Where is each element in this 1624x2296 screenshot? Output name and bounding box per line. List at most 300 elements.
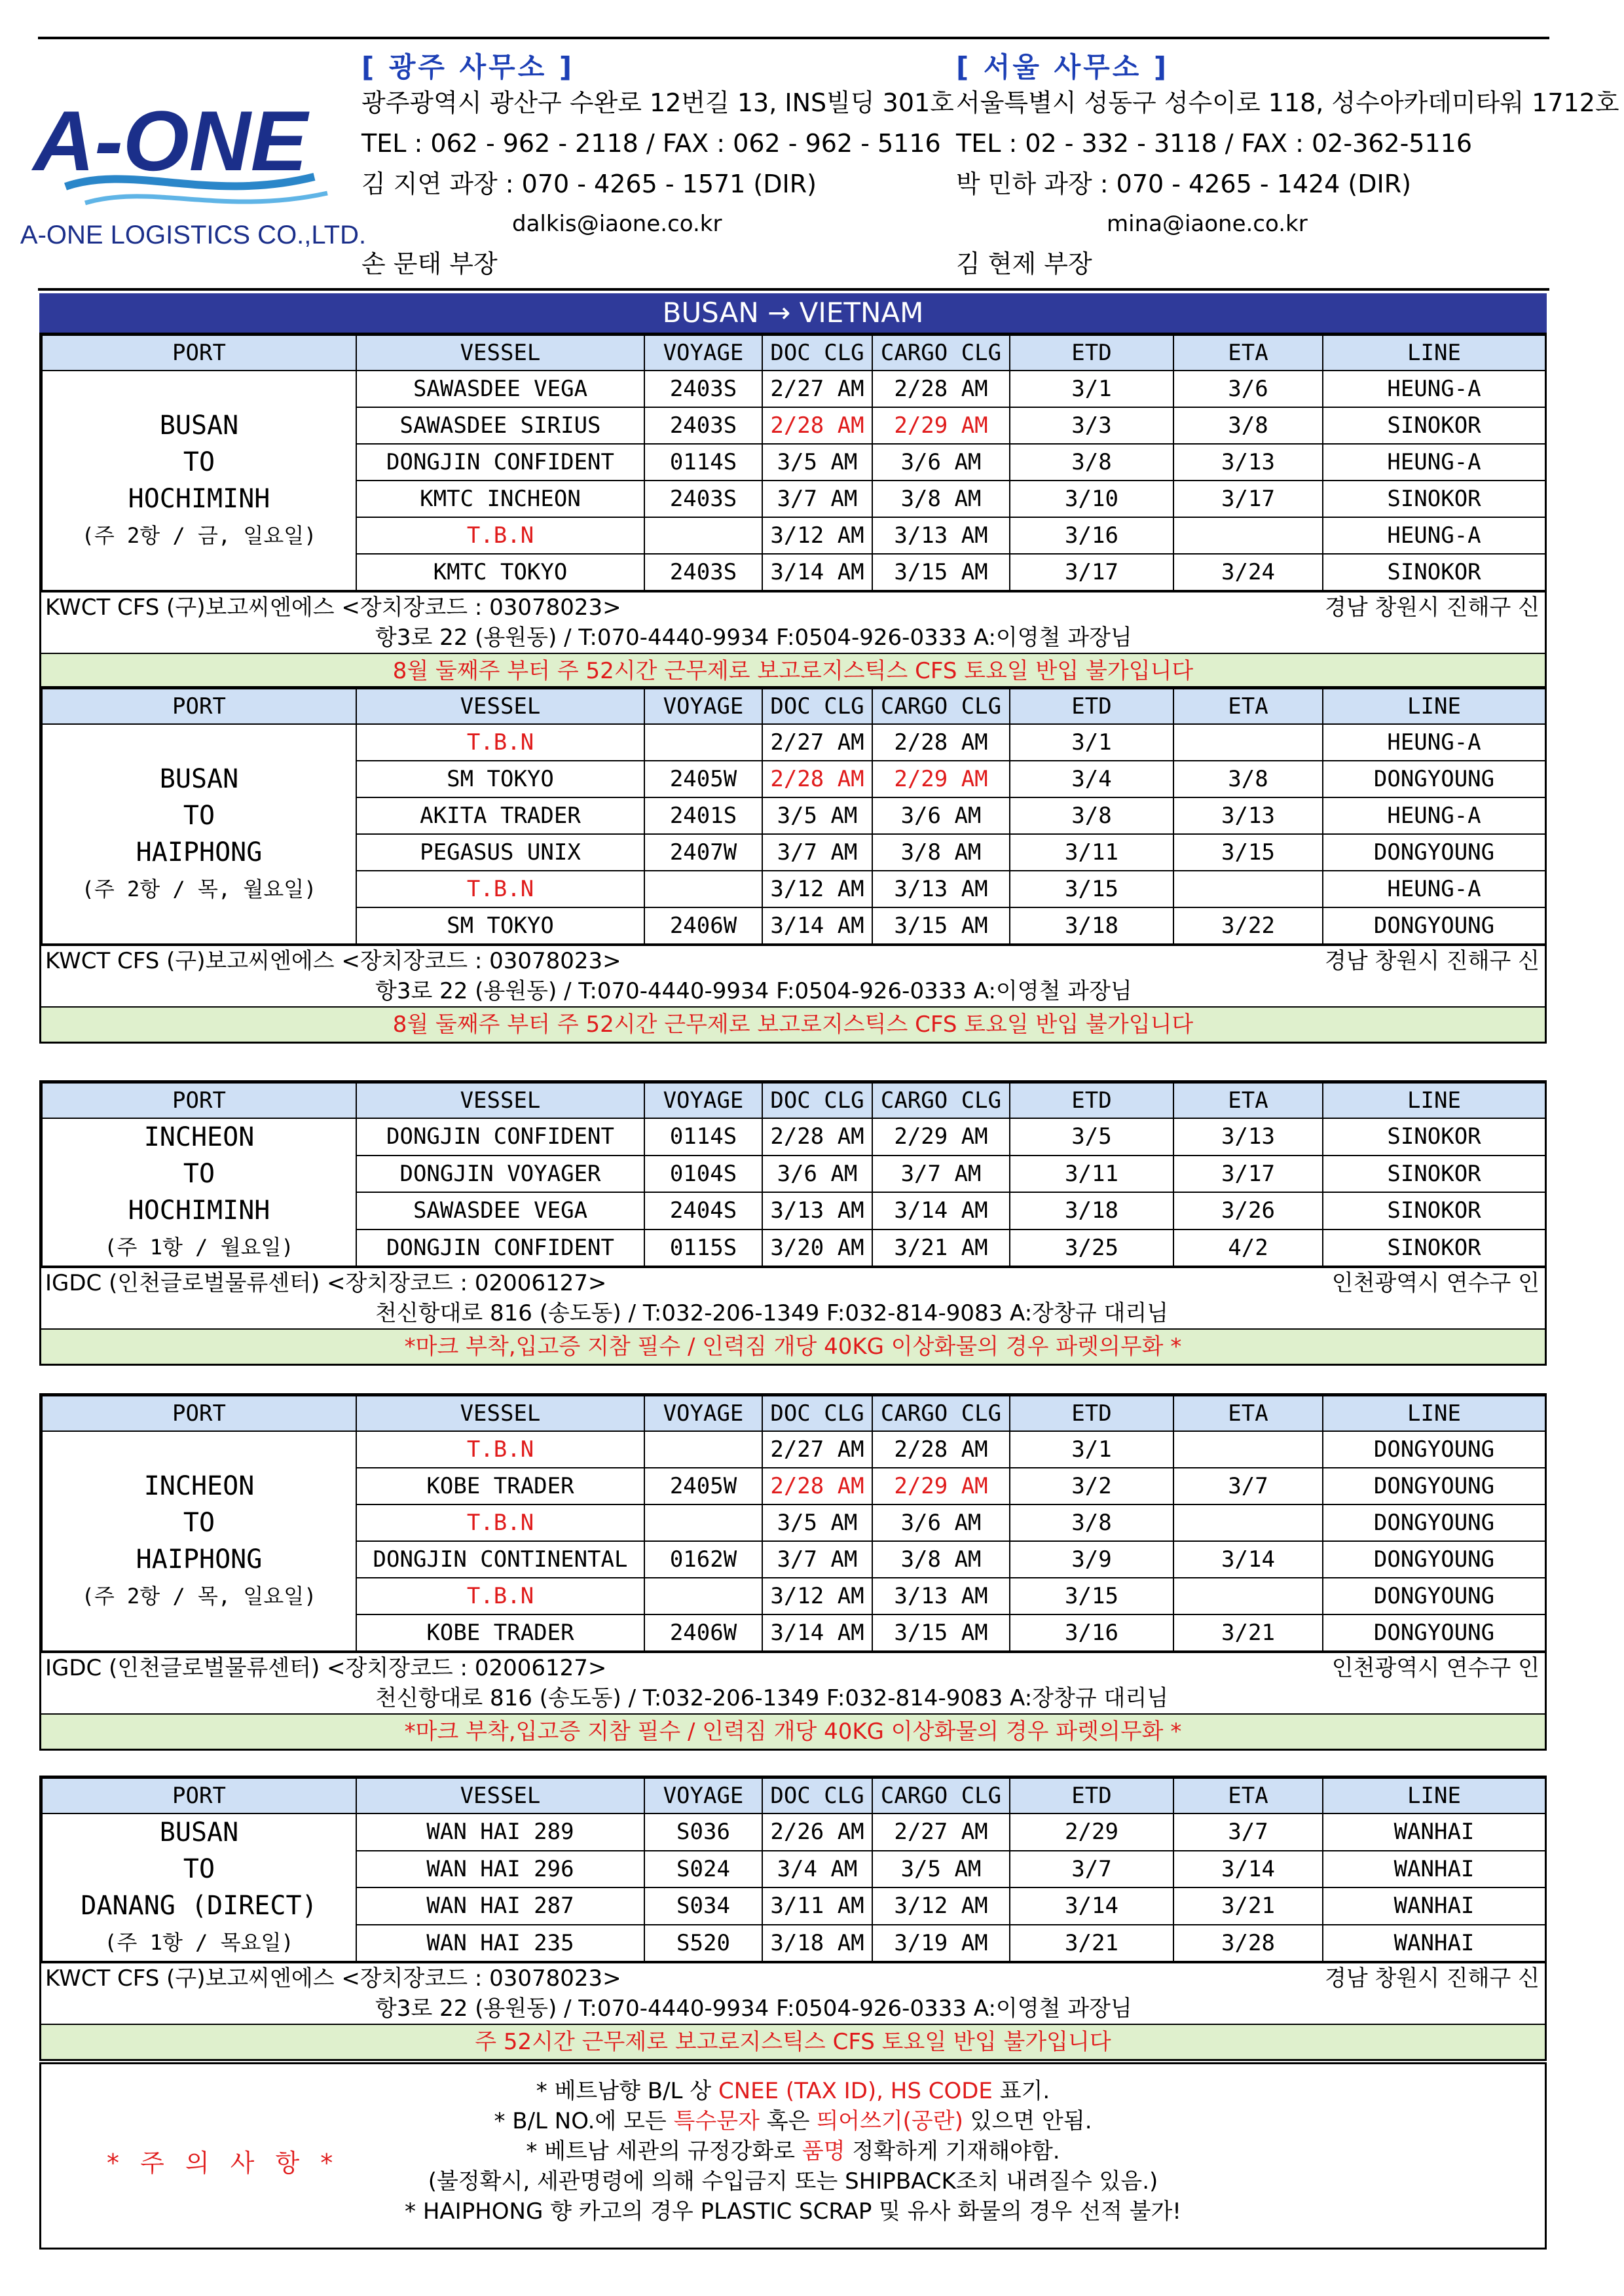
- table-cell: 3/11: [1010, 834, 1173, 871]
- table-cell: DONGYOUNG: [1323, 1504, 1545, 1541]
- table-cell: [644, 1431, 762, 1468]
- caution-line: [41, 2136, 1545, 2166]
- port-name: HAIPHONG: [136, 1544, 263, 1575]
- port-name: HOCHIMINH: [128, 484, 270, 514]
- caution-highlight: 품명: [802, 2138, 845, 2164]
- column-header: VESSEL: [356, 335, 644, 371]
- column-header: LINE: [1323, 1083, 1545, 1118]
- column-header: LINE: [1323, 1396, 1545, 1431]
- cfs-name: IGDC (인천글로벌물류센터) <장치장코드 : 02006127>: [45, 1655, 607, 1681]
- schedule-section: [39, 1080, 1547, 1366]
- table-cell: 0114S: [644, 1118, 762, 1156]
- table-row: [42, 1118, 1545, 1156]
- port-name: TO: [183, 1159, 215, 1189]
- table-cell: 0115S: [644, 1230, 762, 1267]
- table-cell: 2/27 AM: [762, 371, 872, 407]
- schedule-table: [41, 1395, 1546, 1652]
- table-cell: 3/7 AM: [762, 481, 872, 517]
- column-header: VOYAGE: [644, 1083, 762, 1118]
- table-cell: DONGYOUNG: [1323, 1541, 1545, 1578]
- column-header: DOC CLG: [762, 1396, 872, 1431]
- column-header: CARGO CLG: [872, 1083, 1010, 1118]
- table-cell: 2404S: [644, 1192, 762, 1230]
- cfs-address-contact: 천신항대로 816 (송도동) / T:032-206-1349 F:032-814-9083 A:장창규 대리님: [375, 1300, 1169, 1326]
- column-header: PORT: [42, 689, 356, 724]
- table-cell: HEUNG-A: [1323, 797, 1545, 834]
- table-cell: 3/15: [1010, 1578, 1173, 1614]
- table-cell: 3/8 AM: [872, 481, 1010, 517]
- section-notice: 8월 둘째주 부터 주 52시간 근무제로 보고로지스틱스 CFS 토요일 반입 불가입니다: [41, 653, 1545, 688]
- column-header: LINE: [1323, 1778, 1545, 1813]
- cfs-name: KWCT CFS (구)보고씨엔에스 <장치장코드 : 03078023>: [45, 594, 621, 621]
- header-rule: [38, 288, 1549, 291]
- table-cell: 3/21: [1173, 1614, 1323, 1651]
- table-cell: [1173, 871, 1323, 907]
- table-cell: [644, 1504, 762, 1541]
- table-cell: HEUNG-A: [1323, 517, 1545, 554]
- column-header: DOC CLG: [762, 1778, 872, 1813]
- table-cell: 0114S: [644, 444, 762, 481]
- table-header-row: [42, 335, 1545, 371]
- table-cell: S036: [644, 1813, 762, 1851]
- port-name: BUSAN: [159, 1817, 239, 1848]
- column-header: VESSEL: [356, 1083, 644, 1118]
- table-cell: 3/7 AM: [762, 834, 872, 871]
- port-frequency: (주 2항 / 목, 월요일): [81, 877, 317, 902]
- table-cell: 3/22: [1173, 907, 1323, 944]
- caution-text: 표기.: [992, 2078, 1050, 2104]
- port-frequency: (주 2항 / 목, 일요일): [81, 1584, 317, 1609]
- table-cell: 2/29 AM: [872, 407, 1010, 444]
- table-cell: T.B.N: [356, 1578, 644, 1614]
- table-cell: 2405W: [644, 761, 762, 797]
- port-frequency: (주 2항 / 금, 일요일): [81, 523, 317, 548]
- table-cell: 3/14: [1010, 1887, 1173, 1925]
- caution-line: [41, 2106, 1545, 2136]
- table-row: [42, 724, 1545, 761]
- table-cell: 3/17: [1173, 481, 1323, 517]
- seoul-tel: TEL : 02 - 332 - 3118 / FAX : 02-362-5116: [956, 129, 1473, 158]
- table-cell: 0104S: [644, 1156, 762, 1193]
- table-cell: 2/29: [1010, 1813, 1173, 1851]
- company-logo: [20, 72, 367, 268]
- table-cell: 3/15 AM: [872, 554, 1010, 591]
- column-header: DOC CLG: [762, 1083, 872, 1118]
- table-cell: 3/2: [1010, 1468, 1173, 1504]
- cfs-info: [41, 945, 1545, 1006]
- table-cell: KMTC TOKYO: [356, 554, 644, 591]
- gwangju-manager: 손 문태 부장: [361, 249, 498, 278]
- table-header-row: [42, 1778, 1545, 1813]
- table-cell: 3/16: [1010, 1614, 1173, 1651]
- table-cell: DONGJIN VOYAGER: [356, 1156, 644, 1193]
- column-header: ETD: [1010, 689, 1173, 724]
- caution-box: [39, 2062, 1547, 2250]
- table-cell: 2403S: [644, 481, 762, 517]
- seoul-contact: 박 민하 과장 : 070 - 4265 - 1424 (DIR): [956, 170, 1411, 198]
- caution-line: [41, 2196, 1545, 2227]
- table-cell: WAN HAI 287: [356, 1887, 644, 1925]
- table-cell: WANHAI: [1323, 1851, 1545, 1888]
- table-cell: AKITA TRADER: [356, 797, 644, 834]
- column-header: ETD: [1010, 1778, 1173, 1813]
- table-cell: T.B.N: [356, 724, 644, 761]
- table-cell: 3/25: [1010, 1230, 1173, 1267]
- table-cell: 2/28 AM: [762, 407, 872, 444]
- table-cell: 2406W: [644, 1614, 762, 1651]
- caution-highlight: CNEE (TAX ID), HS CODE: [718, 2078, 993, 2104]
- table-cell: 2/28 AM: [762, 1468, 872, 1504]
- table-cell: 3/6 AM: [872, 797, 1010, 834]
- cfs-address-contact: 항3로 22 (용원동) / T:070-4440-9934 F:0504-926-0333 A:이영철 과장님: [375, 978, 1132, 1004]
- table-cell: 3/26: [1173, 1192, 1323, 1230]
- table-cell: 3/10: [1010, 481, 1173, 517]
- table-row: [42, 1431, 1545, 1468]
- column-header: ETA: [1173, 1778, 1323, 1813]
- table-cell: KMTC INCHEON: [356, 481, 644, 517]
- table-cell: 2403S: [644, 371, 762, 407]
- caution-text: * HAIPHONG 향 카고의 경우 PLASTIC SCRAP 및 유사 화물의 경우 선적 불가!: [405, 2198, 1181, 2225]
- table-cell: T.B.N: [356, 871, 644, 907]
- table-cell: 3/7: [1173, 1468, 1323, 1504]
- seoul-title: [ 서울 사무소 ]: [956, 51, 1170, 83]
- schedule-table: [41, 1777, 1546, 1962]
- table-cell: SINOKOR: [1323, 1156, 1545, 1193]
- company-name: A-ONE LOGISTICS CO.,LTD.: [20, 221, 367, 249]
- column-header: DOC CLG: [762, 689, 872, 724]
- table-cell: 3/18: [1010, 907, 1173, 944]
- table-cell: 3/14 AM: [762, 1614, 872, 1651]
- table-cell: 3/1: [1010, 371, 1173, 407]
- port-name: HOCHIMINH: [128, 1195, 270, 1226]
- gwangju-title: [ 광주 사무소 ]: [361, 51, 575, 83]
- table-cell: DONGJIN CONFIDENT: [356, 1230, 644, 1267]
- cfs-address-contact: 항3로 22 (용원동) / T:070-4440-9934 F:0504-926-0333 A:이영철 과장님: [375, 625, 1132, 651]
- caution-highlight: 특수문자: [673, 2108, 760, 2134]
- cfs-name: KWCT CFS (구)보고씨엔에스 <장치장코드 : 03078023>: [45, 948, 621, 974]
- table-cell: DONGYOUNG: [1323, 907, 1545, 944]
- caution-text: * B/L NO.에 모든: [494, 2108, 674, 2134]
- table-cell: 3/8: [1173, 407, 1323, 444]
- table-cell: [644, 1578, 762, 1614]
- table-cell: HEUNG-A: [1323, 371, 1545, 407]
- column-header: VOYAGE: [644, 1396, 762, 1431]
- port-name: DANANG (DIRECT): [81, 1891, 318, 1921]
- cfs-address-contact: 항3로 22 (용원동) / T:070-4440-9934 F:0504-926-0333 A:이영철 과장님: [375, 1995, 1132, 2022]
- table-cell: 3/7 AM: [762, 1541, 872, 1578]
- table-cell: 3/16: [1010, 517, 1173, 554]
- table-cell: 3/7: [1010, 1851, 1173, 1888]
- gwangju-address: 광주광역시 광산구 수완로 12번길 13, INS빌딩 301호: [361, 88, 954, 117]
- table-cell: SINOKOR: [1323, 481, 1545, 517]
- table-cell: 3/6 AM: [872, 1504, 1010, 1541]
- port-name: HAIPHONG: [136, 837, 263, 867]
- cfs-address-start: 인천광역시 연수구 인: [1331, 1655, 1540, 1681]
- table-cell: WAN HAI 235: [356, 1925, 644, 1962]
- table-cell: SAWASDEE SIRIUS: [356, 407, 644, 444]
- table-cell: S034: [644, 1887, 762, 1925]
- table-cell: 3/21: [1010, 1925, 1173, 1962]
- cfs-address-start: 경남 창원시 진해구 신: [1324, 948, 1540, 974]
- port-name: BUSAN: [159, 410, 239, 441]
- table-cell: SINOKOR: [1323, 1118, 1545, 1156]
- cfs-info: [41, 1652, 1545, 1713]
- table-cell: WAN HAI 296: [356, 1851, 644, 1888]
- table-cell: SINOKOR: [1323, 554, 1545, 591]
- table-cell: DONGJIN CONTINENTAL: [356, 1541, 644, 1578]
- table-cell: WANHAI: [1323, 1813, 1545, 1851]
- port-name: TO: [183, 1508, 215, 1538]
- table-cell: 3/7 AM: [872, 1156, 1010, 1193]
- cfs-address-start: 경남 창원시 진해구 신: [1324, 1965, 1540, 1992]
- top-rule: [38, 37, 1549, 39]
- table-cell: 2/29 AM: [872, 1468, 1010, 1504]
- table-cell: 3/19 AM: [872, 1925, 1010, 1962]
- cfs-info: [41, 1962, 1545, 2024]
- table-cell: 2/29 AM: [872, 1118, 1010, 1156]
- table-cell: 3/8: [1010, 1504, 1173, 1541]
- table-cell: 4/2: [1173, 1230, 1323, 1267]
- table-cell: T.B.N: [356, 1504, 644, 1541]
- table-cell: 3/13 AM: [762, 1192, 872, 1230]
- port-cell: [42, 1431, 356, 1651]
- table-cell: 3/15: [1010, 871, 1173, 907]
- table-row: [42, 1813, 1545, 1851]
- table-cell: 3/12 AM: [762, 1578, 872, 1614]
- table-cell: 3/15 AM: [872, 1614, 1010, 1651]
- table-cell: [1173, 724, 1323, 761]
- table-cell: [644, 724, 762, 761]
- table-cell: 3/5 AM: [762, 444, 872, 481]
- table-cell: 3/5 AM: [762, 797, 872, 834]
- table-cell: 3/8 AM: [872, 1541, 1010, 1578]
- caution-title: * 주 의 사 항 *: [107, 2149, 340, 2178]
- table-cell: 3/12 AM: [872, 1887, 1010, 1925]
- table-cell: 3/9: [1010, 1541, 1173, 1578]
- port-cell: [42, 1813, 356, 1961]
- column-header: ETD: [1010, 1396, 1173, 1431]
- table-cell: 3/8 AM: [872, 834, 1010, 871]
- table-cell: S024: [644, 1851, 762, 1888]
- cfs-name: IGDC (인천글로벌물류센터) <장치장코드 : 02006127>: [45, 1270, 607, 1296]
- table-cell: 0162W: [644, 1541, 762, 1578]
- table-cell: 3/18: [1010, 1192, 1173, 1230]
- port-name: TO: [183, 447, 215, 477]
- column-header: PORT: [42, 1083, 356, 1118]
- table-header-row: [42, 689, 1545, 724]
- table-cell: 3/7: [1173, 1813, 1323, 1851]
- table-cell: 3/13: [1173, 1118, 1323, 1156]
- section-notice: *마크 부착,입고증 지참 필수 / 인력짐 개당 40KG 이상화물의 경우 파렛의무화 *: [41, 1328, 1545, 1364]
- caution-text: * 베트남향 B/L 상: [536, 2078, 718, 2104]
- table-cell: WANHAI: [1323, 1925, 1545, 1962]
- column-header: ETD: [1010, 1083, 1173, 1118]
- seoul-office: [956, 46, 1619, 284]
- cfs-address-start: 인천광역시 연수구 인: [1331, 1270, 1540, 1296]
- table-cell: SAWASDEE VEGA: [356, 1192, 644, 1230]
- port-cell: [42, 371, 356, 591]
- table-header-row: [42, 1396, 1545, 1431]
- table-cell: [644, 871, 762, 907]
- column-header: VESSEL: [356, 1778, 644, 1813]
- table-cell: 3/4: [1010, 761, 1173, 797]
- table-cell: 3/6: [1173, 371, 1323, 407]
- column-header: ETA: [1173, 1396, 1323, 1431]
- table-cell: 3/11 AM: [762, 1887, 872, 1925]
- table-cell: 3/14 AM: [762, 554, 872, 591]
- column-header: ETA: [1173, 1083, 1323, 1118]
- table-cell: [1173, 1431, 1323, 1468]
- section-notice: 주 52시간 근무제로 보고로지스틱스 CFS 토요일 반입 불가입니다: [41, 2024, 1545, 2059]
- table-cell: 2/28 AM: [762, 761, 872, 797]
- port-frequency: (주 1항 / 월요일): [104, 1235, 294, 1260]
- gwangju-office: [361, 46, 954, 284]
- route-banner: BUSAN → VIETNAM: [39, 293, 1547, 333]
- column-header: ETA: [1173, 335, 1323, 371]
- table-cell: 3/13: [1173, 797, 1323, 834]
- table-cell: 2/27 AM: [762, 1431, 872, 1468]
- table-cell: SINOKOR: [1323, 1230, 1545, 1267]
- schedule-section: [39, 686, 1547, 1044]
- gwangju-contact: 김 지연 과장 : 070 - 4265 - 1571 (DIR): [361, 170, 817, 198]
- column-header: DOC CLG: [762, 335, 872, 371]
- port-name: INCHEON: [143, 1122, 255, 1152]
- table-cell: 3/5 AM: [872, 1851, 1010, 1888]
- table-cell: 2/29 AM: [872, 761, 1010, 797]
- cfs-address-start: 경남 창원시 진해구 신: [1324, 594, 1540, 621]
- caution-text: * 베트남 세관의 규정강화로: [526, 2138, 802, 2164]
- table-cell: 2/28 AM: [762, 1118, 872, 1156]
- table-cell: 3/14: [1173, 1851, 1323, 1888]
- table-cell: HEUNG-A: [1323, 724, 1545, 761]
- table-cell: PEGASUS UNIX: [356, 834, 644, 871]
- caution-line: [41, 2166, 1545, 2196]
- table-cell: 3/1: [1010, 724, 1173, 761]
- table-cell: 3/13 AM: [872, 517, 1010, 554]
- table-cell: 2407W: [644, 834, 762, 871]
- table-cell: DONGJIN CONFIDENT: [356, 1118, 644, 1156]
- caution-text: 있으면 안됨.: [963, 2108, 1092, 2134]
- port-name: BUSAN: [159, 764, 239, 794]
- table-cell: 3/12 AM: [762, 871, 872, 907]
- column-header: CARGO CLG: [872, 1778, 1010, 1813]
- table-cell: SM TOKYO: [356, 907, 644, 944]
- column-header: VOYAGE: [644, 1778, 762, 1813]
- table-cell: DONGYOUNG: [1323, 1431, 1545, 1468]
- table-cell: 2/28 AM: [872, 1431, 1010, 1468]
- table-cell: [1173, 1578, 1323, 1614]
- table-cell: 3/6 AM: [872, 444, 1010, 481]
- table-cell: S520: [644, 1925, 762, 1962]
- table-cell: 3/18 AM: [762, 1925, 872, 1962]
- schedule-table: [41, 1082, 1546, 1267]
- schedule-section: [39, 1393, 1547, 1751]
- table-cell: 3/28: [1173, 1925, 1323, 1962]
- port-name: INCHEON: [143, 1471, 255, 1501]
- column-header: LINE: [1323, 689, 1545, 724]
- table-cell: DONGYOUNG: [1323, 761, 1545, 797]
- column-header: VOYAGE: [644, 689, 762, 724]
- section-notice: *마크 부착,입고증 지참 필수 / 인력짐 개당 40KG 이상화물의 경우 파렛의무화 *: [41, 1713, 1545, 1749]
- table-cell: 3/24: [1173, 554, 1323, 591]
- table-cell: 3/4 AM: [762, 1851, 872, 1888]
- column-header: PORT: [42, 335, 356, 371]
- table-cell: 2/27 AM: [872, 1813, 1010, 1851]
- schedule-section: [39, 333, 1547, 690]
- gwangju-email[interactable]: dalkis@iaone.co.kr: [512, 211, 722, 237]
- table-cell: 3/8: [1010, 797, 1173, 834]
- cfs-name: KWCT CFS (구)보고씨엔에스 <장치장코드 : 03078023>: [45, 1965, 621, 1992]
- table-cell: 3/17: [1173, 1156, 1323, 1193]
- cfs-info: [41, 1267, 1545, 1328]
- column-header: PORT: [42, 1396, 356, 1431]
- seoul-email[interactable]: mina@iaone.co.kr: [1107, 211, 1308, 237]
- table-cell: 2405W: [644, 1468, 762, 1504]
- table-cell: 2/27 AM: [762, 724, 872, 761]
- port-name: TO: [183, 1854, 215, 1884]
- table-cell: DONGYOUNG: [1323, 1578, 1545, 1614]
- table-cell: [1173, 1504, 1323, 1541]
- table-cell: DONGYOUNG: [1323, 1468, 1545, 1504]
- table-cell: [644, 517, 762, 554]
- table-cell: DONGYOUNG: [1323, 834, 1545, 871]
- cfs-info: [41, 591, 1545, 653]
- schedule-section: [39, 1776, 1547, 2061]
- seoul-address: 서울특별시 성동구 성수이로 118, 성수아카데미타워 1712호: [956, 88, 1619, 117]
- table-cell: 3/5: [1010, 1118, 1173, 1156]
- caution-text: 정확하게 기재해야함.: [845, 2138, 1060, 2164]
- table-cell: 3/1: [1010, 1431, 1173, 1468]
- column-header: ETD: [1010, 335, 1173, 371]
- table-cell: HEUNG-A: [1323, 444, 1545, 481]
- table-cell: 2406W: [644, 907, 762, 944]
- table-cell: 3/5 AM: [762, 1504, 872, 1541]
- table-cell: DONGYOUNG: [1323, 1614, 1545, 1651]
- table-cell: 3/15: [1173, 834, 1323, 871]
- column-header: CARGO CLG: [872, 335, 1010, 371]
- table-cell: 2/26 AM: [762, 1813, 872, 1851]
- caution-line: [41, 2076, 1545, 2106]
- table-cell: 3/14 AM: [872, 1192, 1010, 1230]
- table-cell: 3/13: [1173, 444, 1323, 481]
- table-cell: 2/28 AM: [872, 371, 1010, 407]
- logo-text: A-ONE: [33, 93, 308, 189]
- table-cell: SM TOKYO: [356, 761, 644, 797]
- table-cell: 2/28 AM: [872, 724, 1010, 761]
- column-header: LINE: [1323, 335, 1545, 371]
- table-cell: SAWASDEE VEGA: [356, 371, 644, 407]
- table-cell: 3/11: [1010, 1156, 1173, 1193]
- table-cell: KOBE TRADER: [356, 1614, 644, 1651]
- port-name: TO: [183, 801, 215, 831]
- section-notice: 8월 둘째주 부터 주 52시간 근무제로 보고로지스틱스 CFS 토요일 반입 불가입니다: [41, 1006, 1545, 1042]
- table-cell: KOBE TRADER: [356, 1468, 644, 1504]
- table-cell: 3/20 AM: [762, 1230, 872, 1267]
- table-cell: 2403S: [644, 407, 762, 444]
- table-cell: T.B.N: [356, 517, 644, 554]
- schedule-table: [41, 688, 1546, 945]
- port-frequency: (주 1항 / 목요일): [104, 1930, 294, 1955]
- table-cell: 3/12 AM: [762, 517, 872, 554]
- seoul-manager: 김 현제 부장: [956, 249, 1092, 278]
- table-cell: SINOKOR: [1323, 407, 1545, 444]
- table-cell: 3/21 AM: [872, 1230, 1010, 1267]
- port-cell: [42, 1118, 356, 1266]
- table-cell: T.B.N: [356, 1431, 644, 1468]
- table-cell: DONGJIN CONFIDENT: [356, 444, 644, 481]
- table-cell: 3/6 AM: [762, 1156, 872, 1193]
- table-cell: 3/3: [1010, 407, 1173, 444]
